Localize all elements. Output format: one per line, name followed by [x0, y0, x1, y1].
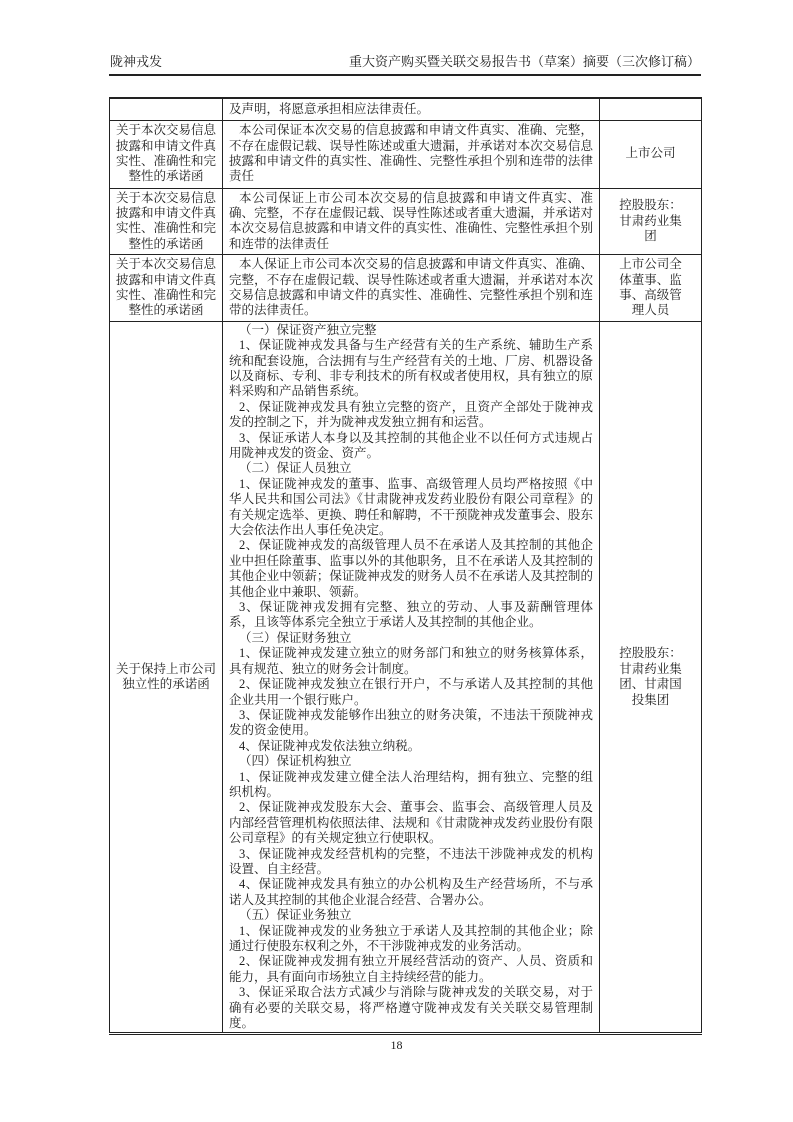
paragraph: 3、保证陇神戎发拥有完整、独立的劳动、人事及薪酬管理体系，且该等体系完全独立于承诺人及其控制的其他企业。 — [229, 600, 593, 630]
paragraph: 及声明，将愿意承担相应法律责任。 — [229, 101, 430, 116]
paragraph: 2、保证陇神戎发的高级管理人员不在承诺人及其控制的其他企业中担任除董事、监事以外的其他职务，且不在承诺人及其控制的其他企业中领薪；保证陇神戎发的财务人员不在承诺人及其控制的其他企业中兼职、领薪。 — [229, 538, 593, 599]
commitments-table — [109, 97, 702, 1035]
commitment-content-cell — [223, 188, 600, 255]
paragraph: 本公司保证上市公司本次交易的信息披露和申请文件真实、准确、完整，不存在虚假记载、误导性陈述或者重大遗漏，并承诺对本次交易信息披露和申请文件的真实性、准确性、完整性承担个别和连带的法律责任 — [229, 190, 593, 251]
paragraph: 3、保证陇神戎发经营机构的完整，不违法干涉陇神戎发的机构设置、自主经营。 — [229, 846, 593, 876]
commitment-party-cell: 上市公司 — [600, 120, 702, 188]
commitment-party-cell: 控股股东：甘肃药业集团、甘肃国投集团 — [600, 321, 702, 1034]
commitment-title-cell — [110, 98, 223, 120]
paragraph: （二）保证人员独立 — [239, 461, 352, 476]
paragraph: 4、保证陇神戎发依法独立纳税。 — [239, 738, 421, 753]
commitment-title-cell: 关于本次交易信息披露和申请文件真实性、准确性和完整性的承诺函 — [110, 188, 223, 255]
paragraph: 1、保证陇神戎发的董事、监事、高级管理人员均严格按照《中华人民共和国公司法》《甘肃陇神戎发药业股份有限公司章程》的有关规定选举、更换、聘任和解聘，不干预陇神戎发董事会、股东大会依法作出人事任免决定。 — [229, 476, 593, 538]
paragraph: 4、保证陇神戎发具有独立的办公机构及生产经营场所，不与承诺人及其控制的其他企业混合经营、合署办公。 — [229, 877, 593, 907]
paragraph: 2、保证陇神戎发股东大会、董事会、监事会、高级管理人员及内部经营管理机构依照法律、法规和《甘肃陇神戎发药业股份有限公司章程》的有关规定独立行使职权。 — [229, 800, 593, 846]
paragraph: 3、保证承诺人本身以及其控制的其他企业不以任何方式违规占用陇神戎发的资金、资产。 — [229, 430, 593, 460]
paragraph: （一）保证资产独立完整 — [239, 322, 377, 337]
table-row — [110, 98, 702, 120]
paragraph: （五）保证业务独立 — [239, 908, 352, 923]
commitment-content-cell — [223, 255, 600, 322]
paragraph: 2、保证陇神戎发拥有独立开展经营活动的资产、人员、资质和能力，具有面向市场独立自主持续经营的能力。 — [229, 954, 593, 984]
paragraph: 2、保证陇神戎发具有独立完整的资产，且资产全部处于陇神戎发的控制之下，并为陇神戎发独立拥有和运营。 — [229, 399, 593, 430]
page-number: 18 — [390, 1038, 403, 1052]
table-row — [110, 255, 702, 322]
paragraph: 本公司保证本次交易的信息披露和申请文件真实、准确、完整，不存在虚假记载、误导性陈述或重大遗漏，并承诺对本次交易信息披露和申请文件的真实性、准确性、完整性承担个别和连带的法律责任 — [229, 123, 593, 184]
paragraph: 3、保证陇神戎发能够作出独立的财务决策，不违法干预陇神戎发的资金使用。 — [229, 707, 593, 738]
commitment-content-cell — [223, 120, 600, 188]
paragraph: （四）保证机构独立 — [239, 754, 352, 769]
paragraph: 1、保证陇神戎发建立独立的财务部门和独立的财务核算体系，具有规范、独立的财务会计制度。 — [229, 646, 593, 676]
paragraph: 本人保证上市公司本次交易的信息披露和申请文件真实、准确、完整，不存在虚假记载、误导性陈述或者重大遗漏，并承诺对本次交易信息披露和申请文件的真实性、准确性、完整性承担个别和连带的法律责任。 — [229, 257, 593, 318]
paragraph: 1、保证陇神戎发建立健全法人治理结构，拥有独立、完整的组织机构。 — [229, 769, 593, 799]
commitment-title-cell: 关于本次交易信息披露和申请文件真实性、准确性和完整性的承诺函 — [110, 120, 223, 188]
paragraph: 1、保证陇神戎发的业务独立于承诺人及其控制的其他企业；除通过行使股东权利之外，不干涉陇神戎发的业务活动。 — [229, 923, 593, 953]
commitment-content-cell — [223, 98, 600, 120]
table-row — [110, 188, 702, 255]
commitment-content-cell — [223, 321, 600, 1034]
running-header-company: 陇神戎发 — [110, 54, 163, 69]
table-row — [110, 120, 702, 188]
paragraph: 3、保证采取合法方式减少与消除与陇神戎发的关联交易，对于确有必要的关联交易，将严格遵守陇神戎发有关关联交易管理制度。 — [229, 985, 593, 1031]
header-rule — [109, 74, 701, 76]
commitment-party-cell — [600, 98, 702, 120]
paragraph: （三）保证财务独立 — [239, 630, 352, 645]
paragraph: 1、保证陇神戎发具备与生产经营有关的生产系统、辅助生产系统和配套设施，合法拥有与生产经营有关的土地、厂房、机器设备以及商标、专利、非专利技术的所有权或者使用权，具有独立的原料采购和产品销售系统。 — [229, 338, 593, 399]
table-row — [110, 321, 702, 1034]
running-header-title: 重大资产购买暨关联交易报告书（草案）摘要（三次修订稿） — [348, 54, 700, 69]
paragraph: 2、保证陇神戎发独立在银行开户，不与承诺人及其控制的其他企业共用一个银行账户。 — [229, 677, 593, 707]
commitment-party-cell: 上市公司全体董事、监事、高级管理人员 — [600, 255, 702, 322]
commitment-party-cell: 控股股东：甘肃药业集团 — [600, 188, 702, 255]
commitment-title-cell: 关于本次交易信息披露和申请文件真实性、准确性和完整性的承诺函 — [110, 255, 223, 322]
commitment-title-cell: 关于保持上市公司独立性的承诺函 — [110, 321, 223, 1034]
